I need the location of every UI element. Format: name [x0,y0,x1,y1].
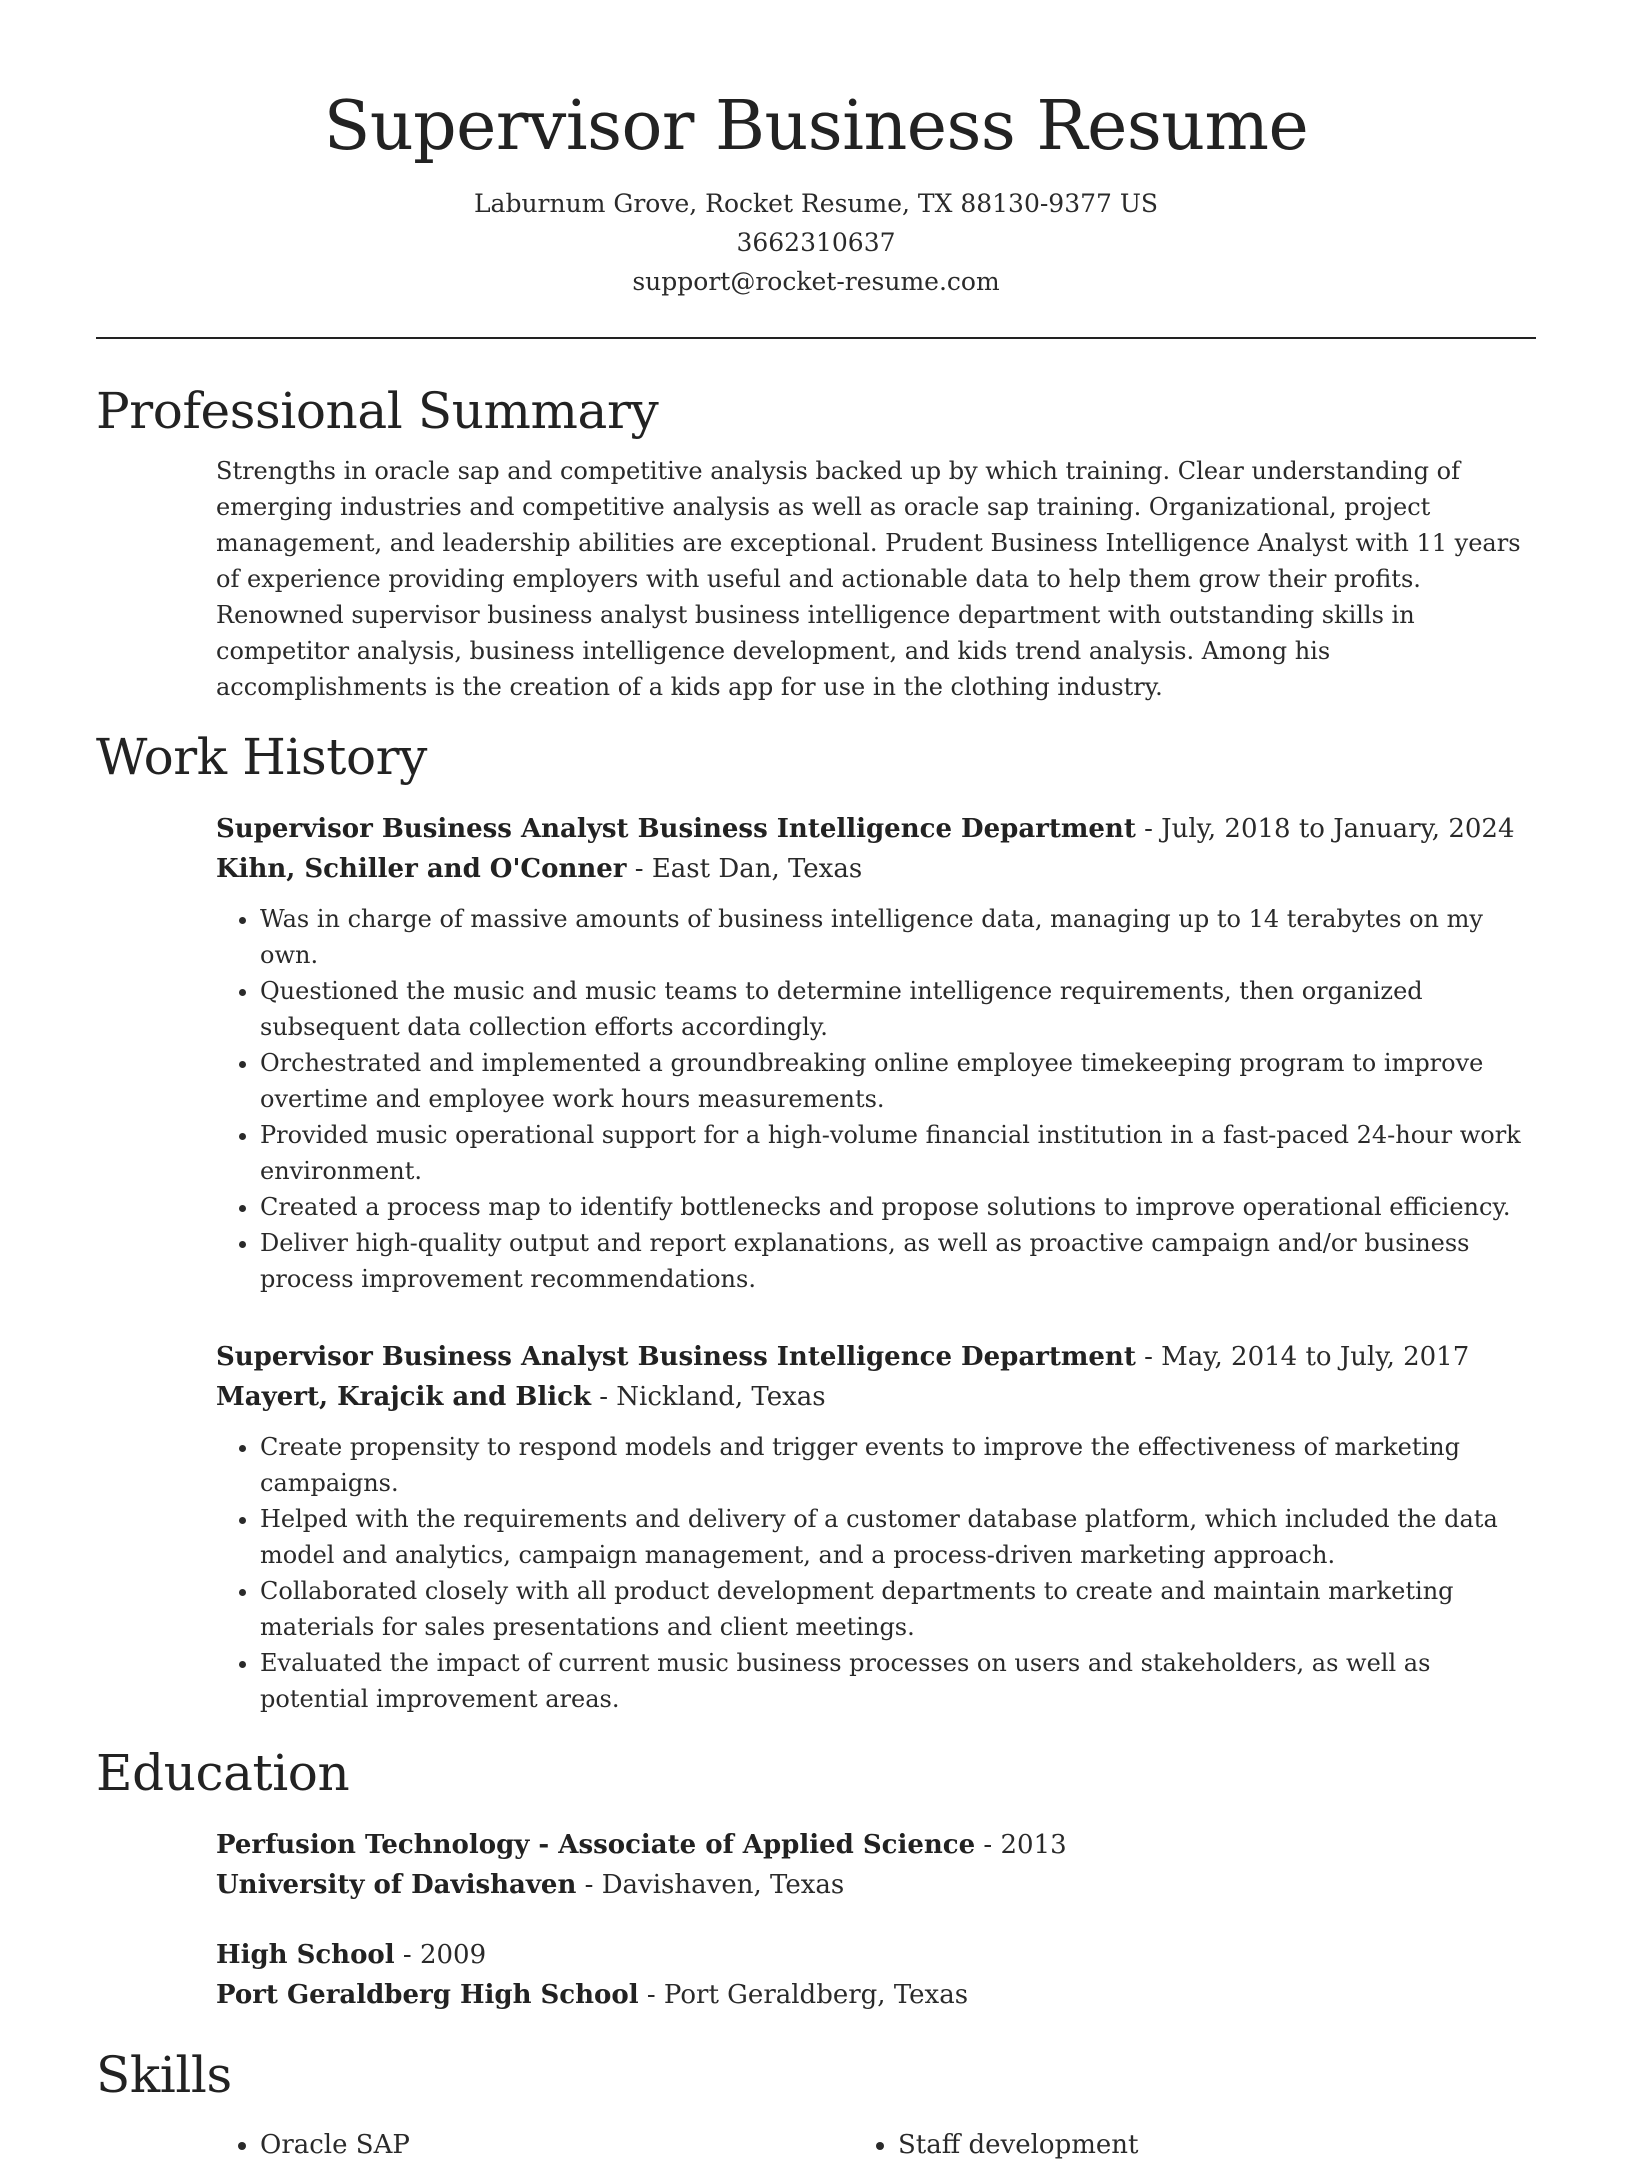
contact-phone: 3662310637 [736,228,896,257]
section-title-skills: Skills [96,2046,232,2104]
job-location: - East Dan, Texas [626,854,863,884]
skill-item: • Staff development [898,2125,1536,2165]
education-entry [216,1935,1536,2015]
education-section [96,1741,1536,2015]
section-title-work: Work History [96,728,427,786]
job-entry [216,1337,1536,1717]
job-bullet: • Created a process map to identify bottlenecks and propose solutions to improve operational efficiency. [260,1189,1536,1225]
job-bullet: • Provided music operational support for a high-volume financial institution in a fast-paced 24-hour work environment. [260,1117,1536,1189]
professional-summary-section [96,379,1536,705]
job-bullets [216,1429,1536,1717]
job-entry [216,809,1536,1297]
education-year: - 2009 [394,1940,487,1970]
job-bullet: • Helped with the requirements and delivery of a customer database platform, which included the data model and analytics, campaign management, and a process-driven marketing approach. [260,1501,1536,1573]
job-bullet: • Questioned the music and music teams to determine intelligence requirements, then organized subsequent data collection efforts accordingly. [260,973,1536,1045]
education-year: - 2013 [975,1830,1067,1860]
education-school-line [216,1865,1536,1905]
education-entry [216,1825,1536,1905]
education-degree: High School [216,1940,395,1970]
contact-block [96,184,1536,301]
section-title-education: Education [96,1744,350,1802]
contact-address: Laburnum Grove, Rocket Resume, TX 88130-9377 US [473,189,1159,218]
job-bullet: • Collaborated closely with all product development departments to create and maintain marketing materials for sales presentations and client meetings. [260,1573,1536,1645]
job-dates: - July, 2018 to January, 2024 [1135,814,1515,844]
job-title-line [216,809,1536,849]
work-history-section [96,725,1536,1717]
job-bullet: • Create propensity to respond models and trigger events to improve the effectiveness of marketing campaigns. [260,1429,1536,1501]
resume-title: Supervisor Business Resume [323,87,1309,166]
education-degree-line [216,1825,1536,1865]
job-title-line [216,1337,1536,1377]
education-degree-line [216,1935,1536,1975]
job-role: Supervisor Business Analyst Business Intelligence Department [216,1342,1136,1372]
job-dates: - May, 2014 to July, 2017 [1135,1342,1470,1372]
education-school: Port Geraldberg High School [216,1980,639,2010]
job-bullet: • Orchestrated and implemented a groundbreaking online employee timekeeping program to improve overtime and employee work hours measurements. [260,1045,1536,1117]
job-company: Kihn, Schiller and O'Conner [216,854,627,884]
job-role: Supervisor Business Analyst Business Intelligence Department [216,814,1136,844]
education-school-line [216,1975,1536,2015]
job-company-line [216,849,1536,889]
job-bullets [216,901,1536,1297]
job-bullet: • Evaluated the impact of current music business processes on users and stakeholders, as well as potential improvement areas. [260,1645,1536,1717]
job-location: - Nickland, Texas [590,1382,826,1412]
education-school: University of Davishaven [216,1870,577,1900]
summary-text: Strengths in oracle sap and competitive analysis backed up by which training. Clear understanding of emerging industries and competitive analysis as well as oracle sap training. Organizational, project management, and leadership abilities are exceptional. Prudent Business Intelligence Analyst with 11 years of experience providing employers with useful and actionable data to help them grow their profits. Renowned supervisor business analyst business intelligence department with outstanding skills in competitor analysis, business intelligence development, and kids trend analysis. Among his accomplishments is the creation of a kids app for use in the clothing industry. [216,457,1521,701]
education-location: - Davishaven, Texas [576,1870,845,1900]
contact-email: support@rocket-resume.com [632,267,1000,296]
skills-section [96,2043,1536,2165]
job-bullet: • Deliver high-quality output and report explanations, as well as proactive campaign and/or business process improvement recommendations. [260,1225,1536,1297]
job-bullet: • Was in charge of massive amounts of business intelligence data, managing up to 14 terabytes on my own. [260,901,1536,973]
job-company-line [216,1377,1536,1417]
skills-list [216,2125,1536,2165]
education-degree: Perfusion Technology - Associate of Applied Science [216,1830,976,1860]
header-divider [96,337,1536,339]
education-location: - Port Geraldberg, Texas [638,1980,969,2010]
resume-header [96,0,1536,301]
skill-item: • Oracle SAP [260,2125,898,2165]
job-company: Mayert, Krajcik and Blick [216,1382,591,1412]
section-title-summary: Professional Summary [96,382,659,440]
